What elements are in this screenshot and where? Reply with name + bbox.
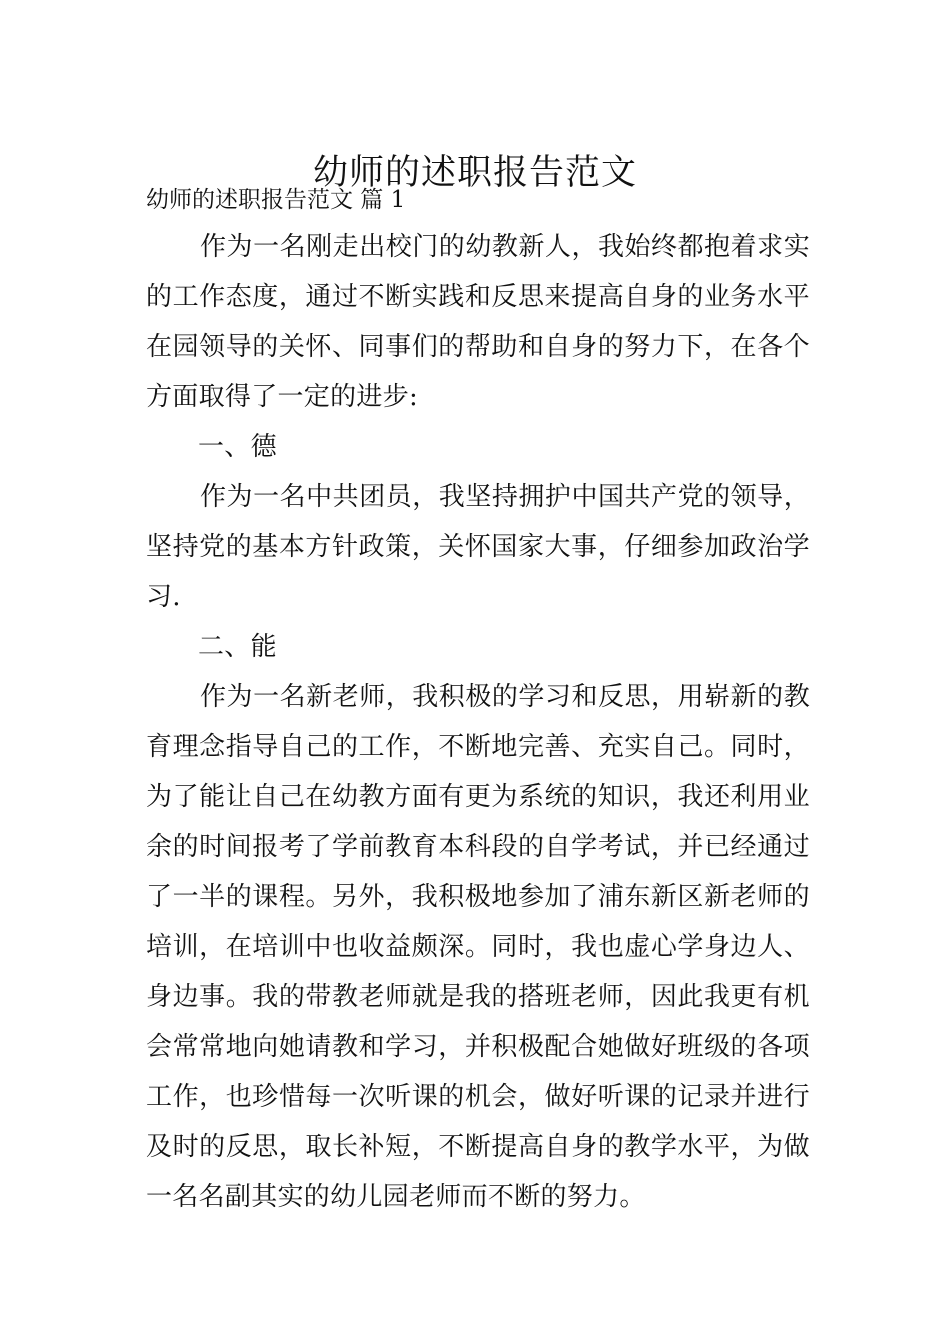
paragraph-de: 作为一名中共团员，我坚持拥护中国共产党的领导，坚持党的基本方针政策，关怀国家大事，仔细参加政治学习. [146, 482, 810, 612]
section-heading-neng: 二、能 [198, 632, 277, 662]
paragraph-neng: 作为一名新老师，我积极的学习和反思，用崭新的教育理念指导自己的工作，不断地完善、充实自己。同时，为了能让自己在幼教方面有更为系统的知识，我还利用业余的时间报考了学前教育本科段的自学考试，并已经通过了一半的课程。另外，我积极地参加了浦东新区新老师的培训，在培训中也收益颇深。同时，我也虚心学身边人、身边事。我的带教老师就是我的搭班老师，因此我更有机会常常地向她请教和学习，并积极配合她做好班级的各项工作，也珍惜每一次听课的机会，做好听课的记录并进行及时的反思，取长补短，不断提高自身的教学水平，为做一名名副其实的幼儿园老师而不断的努力。 [146, 682, 810, 1212]
document-subtitle: 幼师的述职报告范文 篇 1 [146, 187, 406, 213]
section-heading-de: 一、德 [198, 432, 277, 462]
paragraph-intro: 作为一名刚走出校门的幼教新人，我始终都抱着求实的工作态度，通过不断实践和反思来提高自身的业务水平在园领导的关怀、同事们的帮助和自身的努力下，在各个方面取得了一定的进步: [146, 232, 810, 412]
document-body [146, 222, 810, 1222]
document-title: 幼师的述职报告范文 [312, 153, 637, 194]
